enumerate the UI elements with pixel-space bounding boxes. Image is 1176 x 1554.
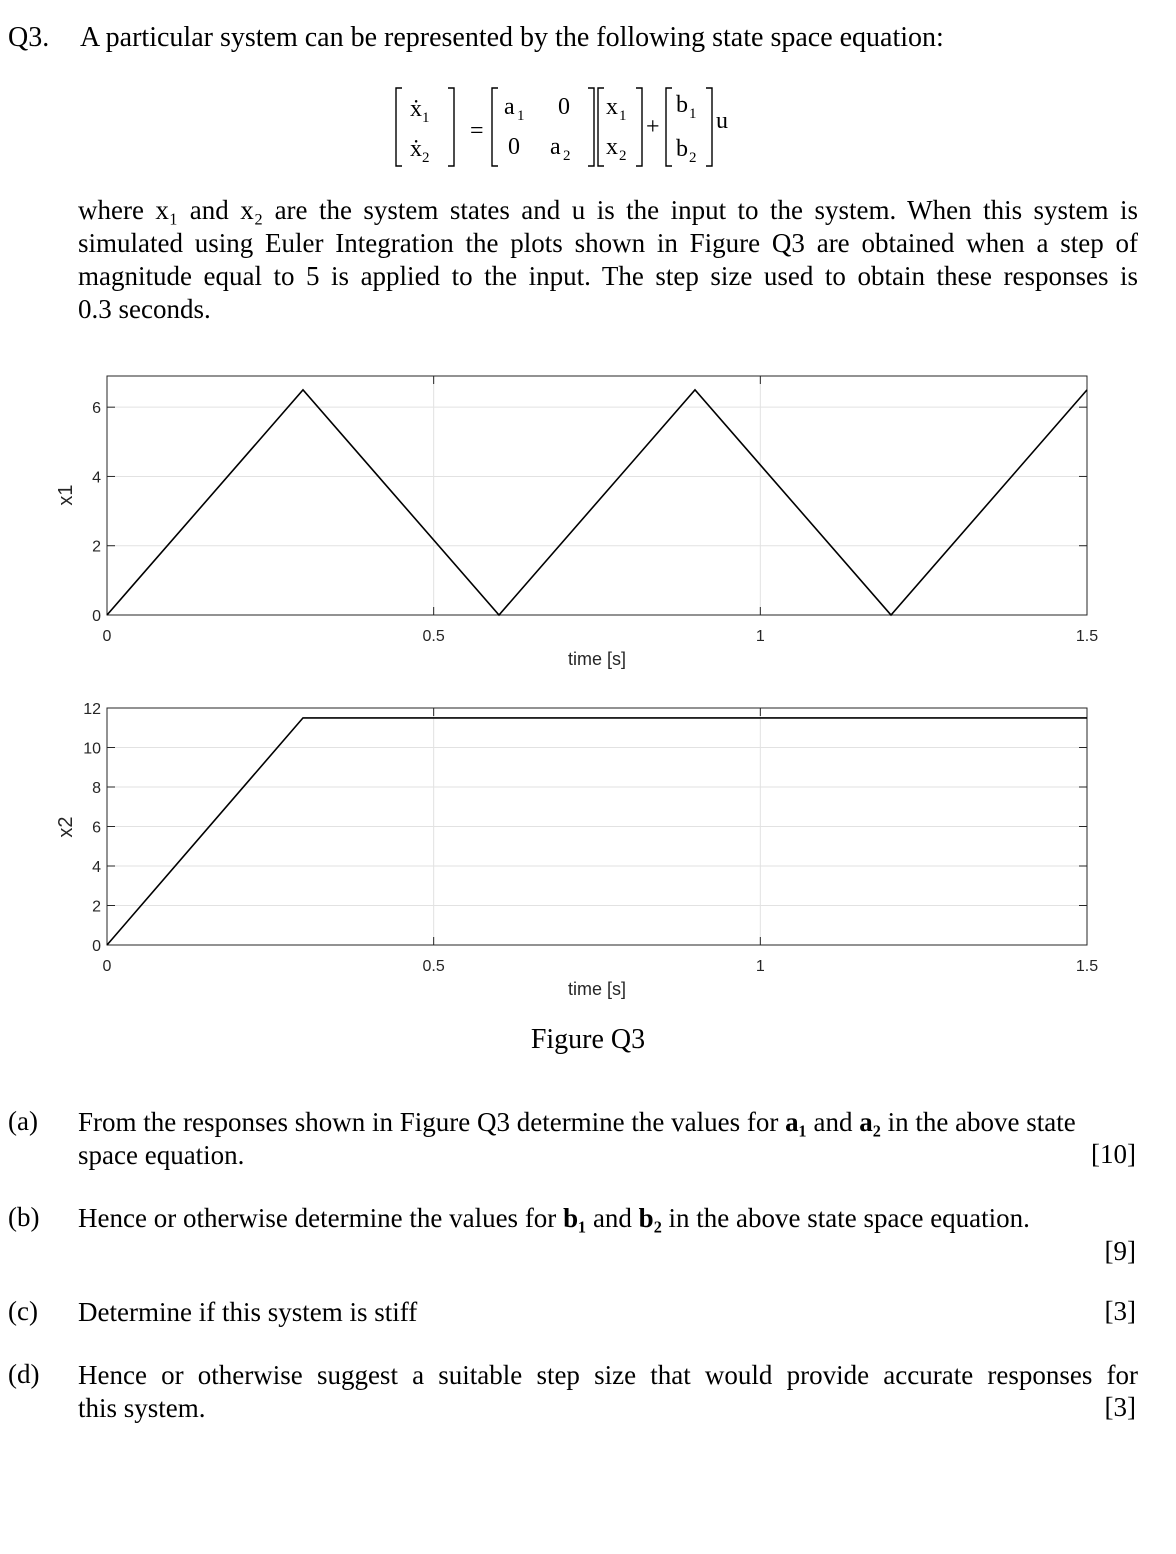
part-a-term-a2: a₂: [859, 1107, 881, 1137]
y-tick-label: 4: [92, 859, 101, 876]
b2-sub: 2: [689, 150, 697, 166]
part-b-line2: in the above state space equation.: [668, 1203, 1030, 1233]
x-tick-label: 0: [102, 628, 112, 645]
x-tick-label: 1.5: [1075, 628, 1099, 645]
part-a-connector: and: [813, 1107, 853, 1137]
paragraph-line: simulated using Euler Integration the plots shown in Figure Q3 are obtained when a step of: [78, 228, 1138, 258]
a11: a: [504, 94, 515, 120]
y-tick-label: 4: [92, 469, 101, 487]
part-a-marks: [10]: [1091, 1139, 1136, 1169]
y-tick-label: 2: [92, 538, 101, 556]
part-d-label: (d): [8, 1359, 40, 1389]
state-x1: x: [606, 94, 618, 120]
a22-sub: 2: [563, 148, 571, 164]
lhs-x2dot: ẋ: [410, 136, 422, 162]
question-stem: A particular system can be represented by the following state space equation:: [80, 22, 944, 53]
series-line-x2: [107, 718, 1087, 945]
plot-x2: [55, 701, 1098, 999]
x-tick-label: 0.5: [422, 628, 445, 645]
plus-sign: +: [646, 114, 660, 140]
lhs-sub2: 2: [422, 150, 430, 166]
part-a-line1: From the responses shown in Figure Q3 determine the values for: [78, 1107, 779, 1137]
y-tick-label: 8: [92, 780, 101, 797]
axes-box: [107, 376, 1087, 615]
lhs-vector: [396, 88, 454, 166]
part-b-connector: and: [592, 1203, 632, 1233]
part-d-marks: [3]: [1104, 1392, 1136, 1422]
part-b-line1: Hence or otherwise determine the values for: [78, 1203, 557, 1233]
part-b-label: (b): [8, 1202, 40, 1232]
state-x2-sub: 2: [619, 148, 627, 164]
part-a-label: (a): [8, 1106, 38, 1136]
matrix-b: [666, 88, 712, 166]
state-space-equation: [390, 82, 790, 172]
part-a-tail: in the above state: [887, 1107, 1076, 1137]
input-u: u: [716, 108, 728, 134]
y-tick-label: 0: [92, 608, 101, 625]
matrix-a: [492, 88, 594, 166]
lhs-sub1: 1: [422, 110, 430, 126]
part-a-term-a1: a₁: [785, 1107, 807, 1137]
x-tick-label: 1.5: [1075, 958, 1099, 975]
paragraph-line: 0.3 seconds.: [78, 294, 211, 324]
y-tick-label: 2: [92, 898, 101, 916]
figure-caption: Figure Q3: [530, 1024, 646, 1055]
question-number: Q3.: [8, 22, 50, 53]
y-axis-label: x2: [55, 816, 77, 838]
x-tick-label: 0: [102, 958, 112, 975]
a12: 0: [558, 94, 570, 120]
plot-x1: [55, 376, 1098, 669]
equals-sign: =: [470, 118, 484, 144]
part-c-label: (c): [8, 1296, 38, 1326]
series-line-x1: [107, 390, 1087, 615]
y-tick-label: 0: [92, 938, 101, 955]
part-c-marks: [3]: [1104, 1296, 1136, 1326]
b2: b: [676, 136, 688, 162]
paragraph-line: magnitude equal to 5 is applied to the input. The step size used to obtain these responses is: [78, 261, 1138, 291]
part-a-text: [78, 1106, 1138, 1172]
part-d-line2: this system.: [78, 1393, 206, 1423]
state-x2: x: [606, 134, 618, 160]
part-b-term-b1: b₁: [563, 1203, 587, 1233]
state-x1-sub: 1: [619, 108, 627, 124]
figure-q3: [0, 360, 1176, 1020]
part-a-line2: space equation.: [78, 1140, 245, 1170]
part-d-line1: Hence or otherwise suggest a suitable step size that would provide accurate responses for: [78, 1360, 1138, 1390]
part-b-text: [78, 1202, 1138, 1235]
y-axis-label: x1: [55, 484, 77, 506]
lhs-x1dot: ẋ: [410, 96, 422, 122]
a11-sub: 1: [517, 108, 525, 124]
y-tick-label: 6: [92, 400, 101, 418]
x-axis-label: time [s]: [567, 979, 627, 999]
y-tick-label: 12: [83, 701, 101, 718]
x-tick-label: 0.5: [422, 958, 445, 975]
a21: 0: [508, 134, 520, 160]
x-axis-label: time [s]: [567, 649, 627, 669]
paragraph-line: where x₁ and x₂ are the system states and u is the input to the system. When this system is: [78, 195, 1138, 225]
state-vector: [598, 88, 642, 166]
part-d-text: [78, 1359, 1138, 1425]
x-tick-label: 1: [755, 958, 765, 975]
y-tick-label: 6: [92, 819, 101, 837]
part-b-term-b2: b₂: [638, 1203, 662, 1233]
part-c-text: Determine if this system is stiff: [78, 1297, 418, 1327]
part-b-marks: [9]: [1104, 1236, 1136, 1266]
b1-sub: 1: [689, 106, 697, 122]
question-paragraph: [78, 194, 1138, 326]
y-tick-label: 10: [83, 740, 101, 758]
a22: a: [550, 134, 561, 160]
b1: b: [676, 92, 688, 118]
x-tick-label: 1: [755, 628, 765, 645]
